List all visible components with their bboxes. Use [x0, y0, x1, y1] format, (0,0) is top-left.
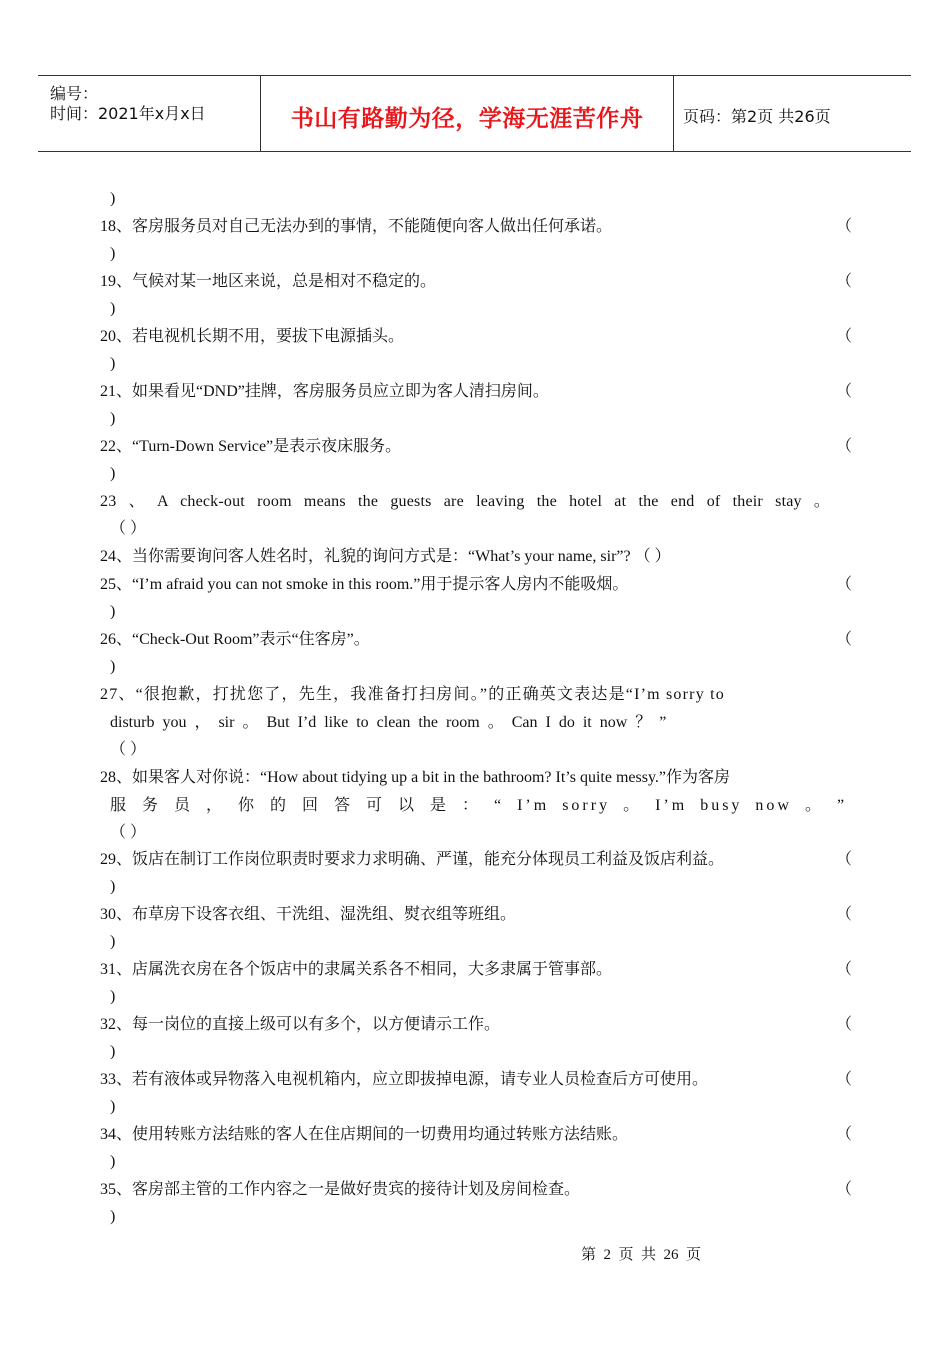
- question-20: 20、若电视机长期不用，要拔下电源插头。: [100, 328, 405, 345]
- question-21: 21、如果看见“DND”挂牌，客房服务员应立即为客人清扫房间。: [100, 383, 549, 400]
- answer-paren-close: ): [110, 300, 116, 317]
- question-28-line2: 服 务 员 ， 你 的 回 答 可 以 是 ： “ I’m sorry 。 I’m busy now 。 ”: [110, 797, 848, 814]
- answer-paren-close: ): [110, 933, 116, 950]
- answer-paren-close: ): [110, 1208, 116, 1225]
- answer-paren-close: ): [110, 190, 116, 207]
- answer-paren-open: （: [836, 273, 853, 290]
- question-29: 29、饭店在制订工作岗位职责时要求力求明确、严谨，能充分体现员工利益及饭店利益。: [100, 851, 725, 868]
- question-27-line2: disturb you ， sir 。 But I’d like to clean the room 。 Can I do it now ？ ”: [110, 714, 667, 731]
- document-code-label: 编号：: [50, 84, 99, 103]
- answer-paren-open: （: [836, 851, 853, 868]
- header-page-cell: [673, 76, 911, 151]
- question-35: 35、客房部主管的工作内容之一是做好贵宾的接待计划及房间检查。: [100, 1181, 581, 1198]
- answer-paren-close: ): [110, 988, 116, 1005]
- question-24: 24、当你需要询问客人姓名时，礼貌的询问方式是：“What’s your name, sir”? （ ）: [100, 548, 671, 565]
- answer-paren-open: （: [836, 218, 853, 235]
- answer-paren-close: ): [110, 410, 116, 427]
- answer-paren-close: ): [110, 603, 116, 620]
- answer-paren-open: （: [836, 1071, 853, 1088]
- answer-paren-open: （: [836, 631, 853, 648]
- question-31: 31、店属洗衣房在各个饭店中的隶属关系各不相同，大多隶属于管事部。: [100, 961, 613, 978]
- answer-paren-pair: （ ）: [110, 741, 147, 758]
- header-page-info: 页码：第2页 共26页: [683, 107, 831, 126]
- answer-paren-open: （: [836, 1016, 853, 1033]
- question-34: 34、使用转账方法结账的客人在住店期间的一切费用均通过转账方法结账。: [100, 1126, 629, 1143]
- page-header: [38, 75, 911, 152]
- answer-paren-pair: （ ）: [110, 824, 147, 841]
- answer-paren-open: （: [836, 328, 853, 345]
- answer-paren-open: （: [836, 961, 853, 978]
- question-32: 32、每一岗位的直接上级可以有多个，以方便请示工作。: [100, 1016, 501, 1033]
- question-28-line1: 28、如果客人对你说：“How about tidying up a bit in the bathroom? It’s quite messy.”作为客房: [100, 769, 731, 786]
- question-23: 23 、 A check-out room means the guests are leaving the hotel at the end of their stay 。: [100, 493, 831, 510]
- answer-paren-close: ): [110, 1098, 116, 1115]
- question-27-line1: 27、“很抱歉，打扰您了，先生，我准备打扫房间。”的正确英文表达是“I’m sorry to: [100, 686, 725, 703]
- answer-paren-close: ): [110, 658, 116, 675]
- header-meta-cell: [38, 76, 260, 151]
- answer-paren-open: （: [836, 906, 853, 923]
- answer-paren-open: （: [836, 1126, 853, 1143]
- answer-paren-close: ): [110, 1153, 116, 1170]
- document-date-label: 时间：2021年x月x日: [50, 104, 206, 123]
- header-motto-cell: [260, 76, 674, 151]
- question-30: 30、布草房下设客衣组、干洗组、湿洗组、熨衣组等班组。: [100, 906, 517, 923]
- answer-paren-open: （: [836, 383, 853, 400]
- header-motto: 书山有路勤为径，学海无涯苦作舟: [290, 106, 644, 132]
- answer-paren-open: （: [836, 576, 853, 593]
- question-26: 26、“Check-Out Room”表示“住客房”。: [100, 631, 370, 648]
- question-19: 19、气候对某一地区来说，总是相对不稳定的。: [100, 273, 437, 290]
- answer-paren-close: ): [110, 465, 116, 482]
- question-25: 25、“I’m afraid you can not smoke in this room.”用于提示客人房内不能吸烟。: [100, 576, 629, 593]
- page-footer: 第 2 页 共 26 页: [581, 1247, 702, 1263]
- answer-paren-close: ): [110, 878, 116, 895]
- answer-paren-pair: （ ）: [110, 520, 147, 537]
- answer-paren-open: （: [836, 438, 853, 455]
- question-18: 18、客房服务员对自己无法办到的事情，不能随便向客人做出任何承诺。: [100, 218, 613, 235]
- question-22: 22、“Turn-Down Service”是表示夜床服务。: [100, 438, 402, 455]
- answer-paren-close: ): [110, 245, 116, 262]
- answer-paren-close: ): [110, 1043, 116, 1060]
- question-33: 33、若有液体或异物落入电视机箱内，应立即拔掉电源，请专业人员检查后方可使用。: [100, 1071, 709, 1088]
- answer-paren-close: ): [110, 355, 116, 372]
- answer-paren-open: （: [836, 1181, 853, 1198]
